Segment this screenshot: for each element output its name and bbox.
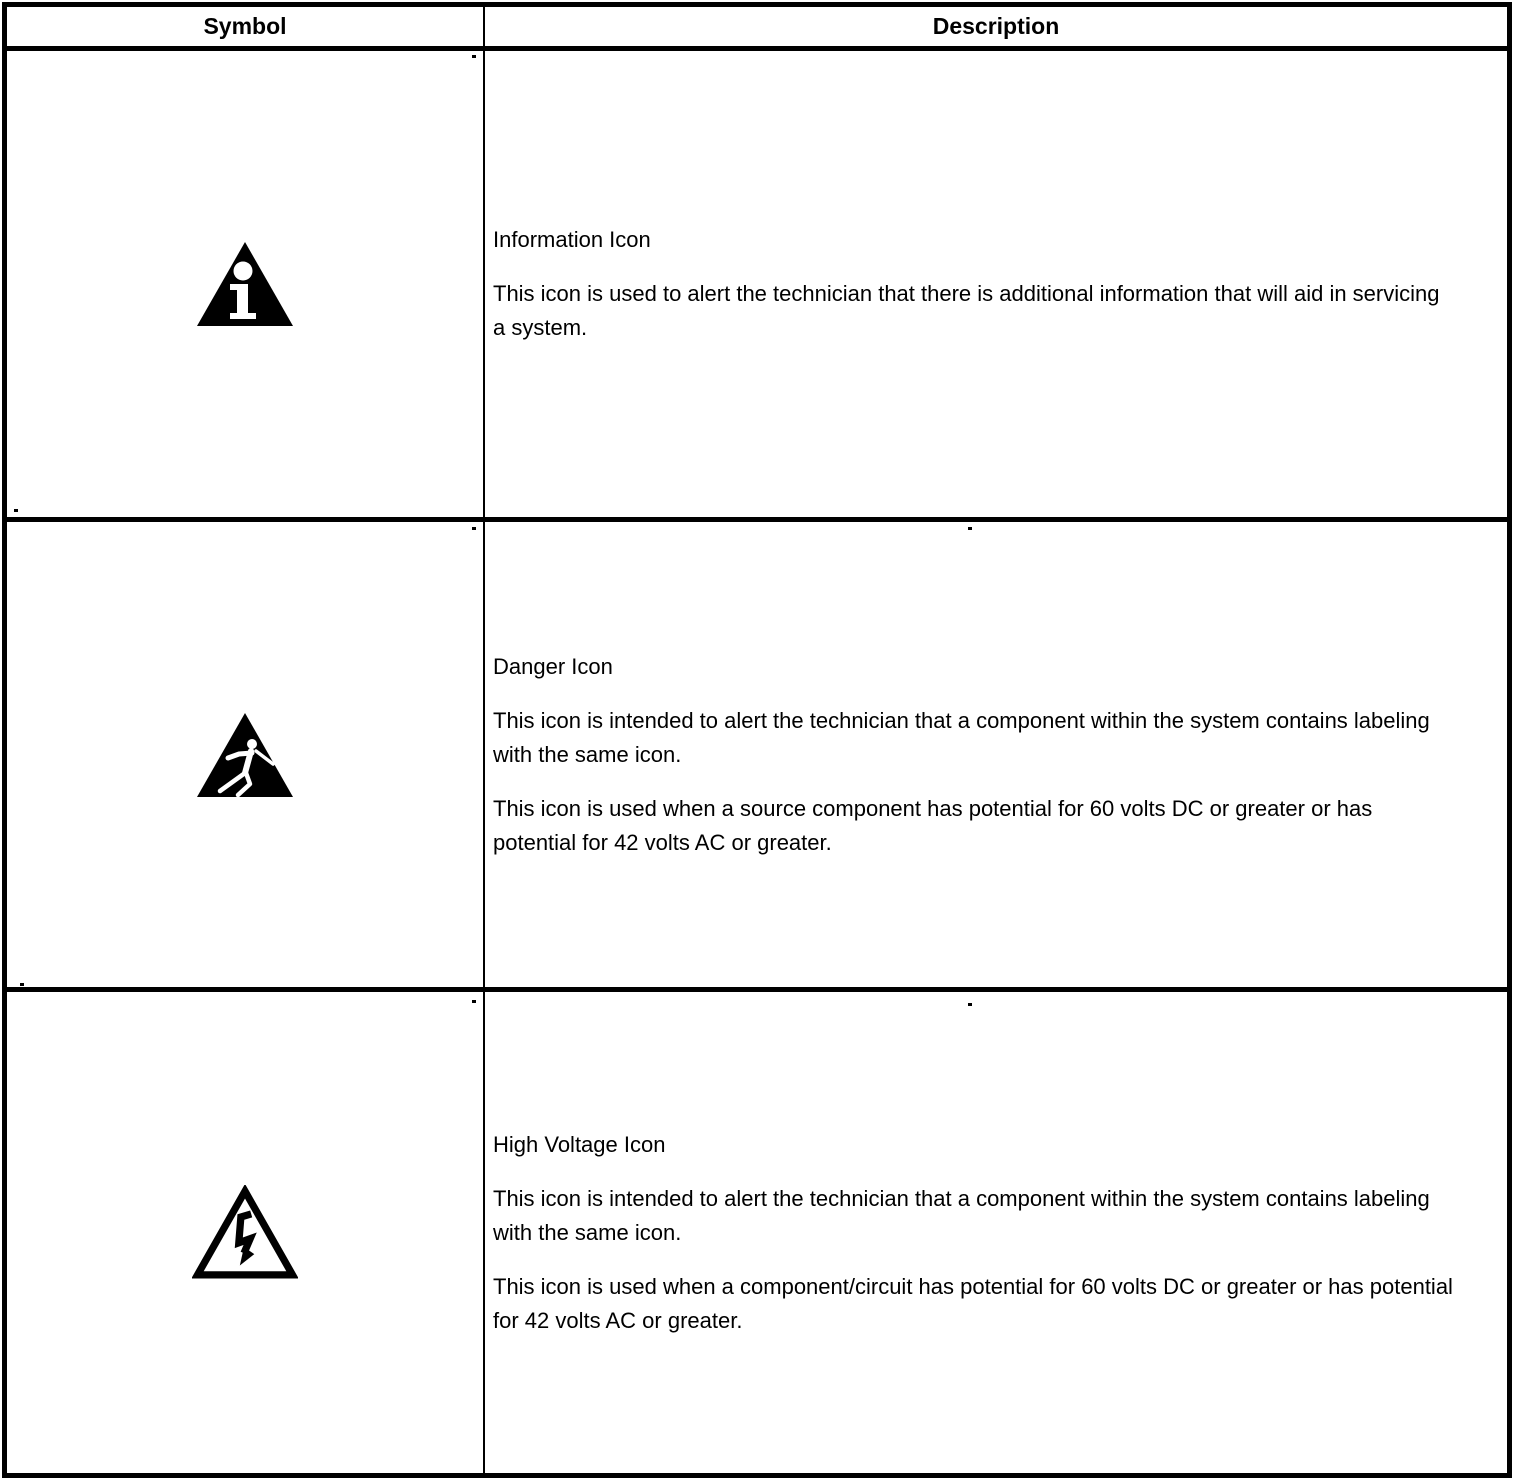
- description-cell: [485, 51, 1507, 517]
- row-title: High Voltage Icon: [493, 1131, 666, 1157]
- table-row-danger: [7, 522, 1507, 987]
- column-header-symbol: Symbol: [203, 13, 287, 39]
- symbol-cell: [7, 51, 483, 517]
- row-paragraph: This icon is used when a component/circuit has potential for 60 volts DC or greater or has potential for 42 volts AC or greater.: [493, 1273, 1453, 1333]
- row-paragraph: This icon is used to alert the technician that there is additional information that will aid in servicing a system.: [493, 281, 1440, 340]
- description-cell: [485, 992, 1507, 1473]
- high-voltage-icon: [192, 1185, 298, 1280]
- table-header-row: [7, 7, 1507, 46]
- symbol-cell: [7, 992, 483, 1473]
- scan-artifact-speck: [472, 1000, 476, 1003]
- row-title: Information Icon: [493, 227, 651, 252]
- table-row-high-voltage: [7, 992, 1507, 1473]
- scan-artifact-speck: [968, 527, 972, 530]
- scan-artifact-speck: [472, 55, 476, 58]
- row-title: Danger Icon: [493, 653, 613, 679]
- information-triangle-icon: [195, 240, 295, 328]
- scan-artifact-speck: [20, 983, 24, 986]
- scan-artifact-speck: [472, 527, 476, 530]
- column-header-description: Description: [932, 13, 1060, 39]
- scan-artifact-speck: [968, 1003, 972, 1006]
- row-paragraph: This icon is intended to alert the technician that a component within the system contains labeling with the same icon.: [493, 707, 1430, 767]
- symbol-description-table: [2, 2, 1512, 1478]
- row-paragraph: This icon is intended to alert the technician that a component within the system contains labeling with the same icon.: [493, 1185, 1430, 1245]
- danger-electric-shock-icon: [195, 711, 295, 799]
- scan-artifact-speck: [14, 509, 18, 512]
- symbol-cell: [7, 522, 483, 987]
- row-paragraph: This icon is used when a source component has potential for 60 volts DC or greater or has potential for 42 volts AC or greater.: [493, 795, 1373, 855]
- table-row-information: [7, 51, 1507, 517]
- description-cell: [485, 522, 1507, 987]
